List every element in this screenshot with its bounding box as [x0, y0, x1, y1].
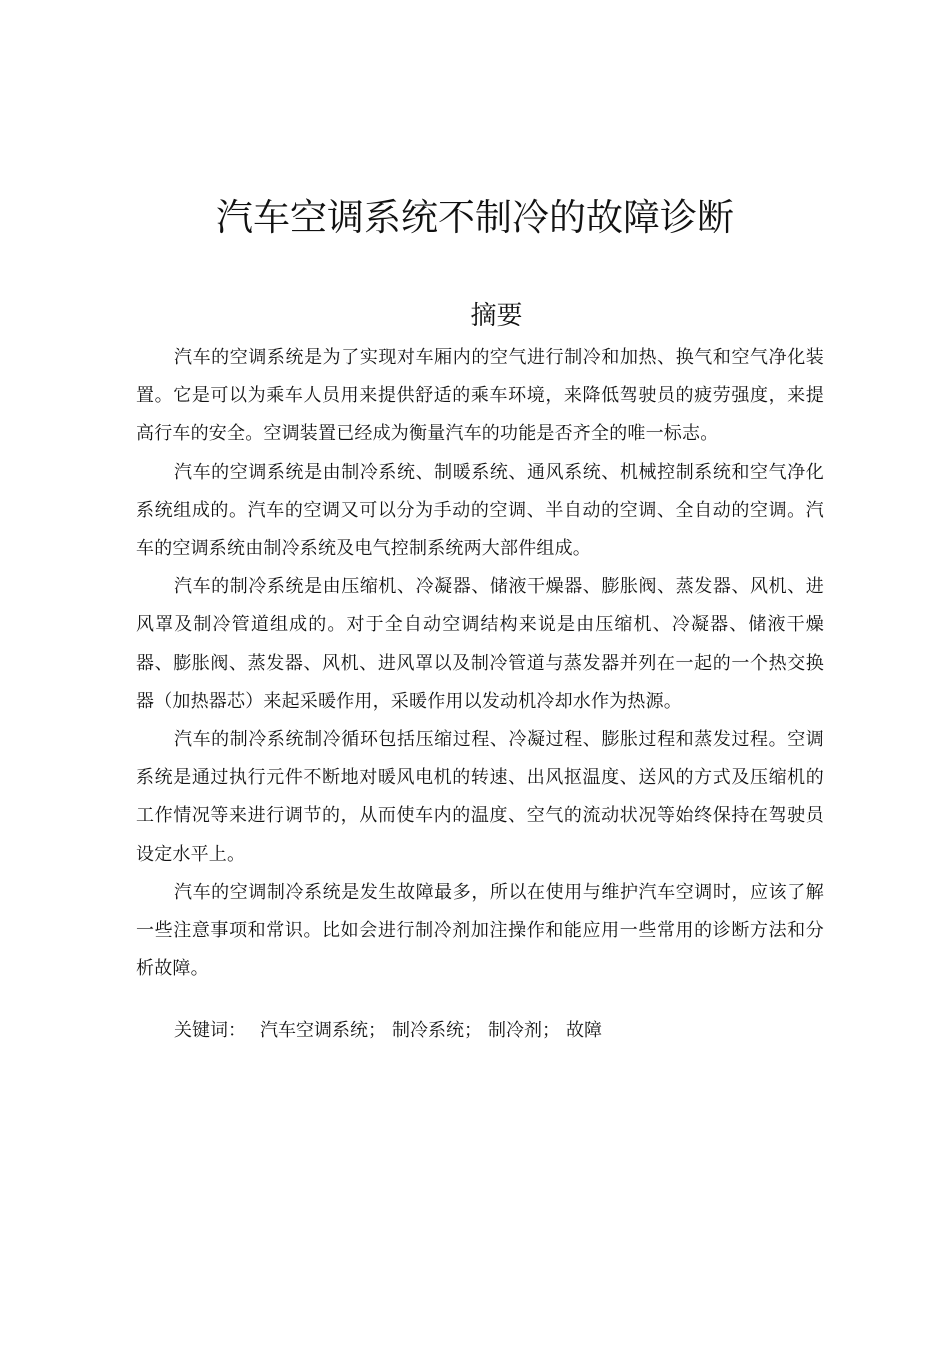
- abstract-paragraph-3: 汽车的制冷系统是由压缩机、冷凝器、储液干燥器、膨胀阀、蒸发器、风机、进风罩及制冷管道组成的。对于全自动空调结构来说是由压缩机、冷凝器、储液干燥器、膨胀阀、蒸发器、风机、进风罩以及制冷管道与蒸发器并列在一起的一个热交换器（加热器芯）来起采暖作用，采暖作用以发动机冷却水作为热源。: [136, 576, 824, 712]
- abstract-paragraph-1: 汽车的空调系统是为了实现对车厢内的空气进行制冷和加热、换气和空气净化装置。它是可以为乘车人员用来提供舒适的乘车环境，来降低驾驶员的疲劳强度，来提高行车的安全。空调装置已经成为衡量汽车的功能是否齐全的唯一标志。: [136, 347, 824, 445]
- document-title: 汽车空调系统不制冷的故障诊断: [216, 196, 734, 239]
- keyword-item: 制冷剂: [488, 1020, 542, 1041]
- abstract-body: [136, 339, 824, 988]
- keyword-separator: ；: [464, 1020, 482, 1041]
- abstract-paragraph-4: 汽车的制冷系统制冷循环包括压缩过程、冷凝过程、膨胀过程和蒸发过程。空调系统是通过执行元件不断地对暖风电机的转速、出风抠温度、送风的方式及压缩机的工作情况等来进行调节的，从而使车内的温度、空气的流动状况等始终保持在驾驶员设定水平上。: [136, 729, 824, 865]
- keyword-item: 故障: [566, 1020, 602, 1041]
- abstract-heading: 摘要: [470, 301, 523, 331]
- keyword-separator: ；: [368, 1020, 386, 1041]
- keywords-line: [174, 1012, 602, 1050]
- keywords-label: 关键词：: [174, 1020, 246, 1041]
- keyword-separator: ；: [542, 1020, 560, 1041]
- keyword-item: 制冷系统: [392, 1020, 464, 1041]
- abstract-paragraph-5: 汽车的空调制冷系统是发生故障最多，所以在使用与维护汽车空调时，应该了解一些注意事项和常识。比如会进行制冷剂加注操作和能应用一些常用的诊断方法和分析故障。: [136, 881, 824, 980]
- abstract-paragraph-2: 汽车的空调系统是由制冷系统、制暖系统、通风系统、机械控制系统和空气净化系统组成的。汽车的空调又可以分为手动的空调、半自动的空调、全自动的空调。汽车的空调系统由制冷系统及电气控制系统两大部件组成。: [136, 461, 824, 560]
- keyword-item: 汽车空调系统: [260, 1020, 368, 1041]
